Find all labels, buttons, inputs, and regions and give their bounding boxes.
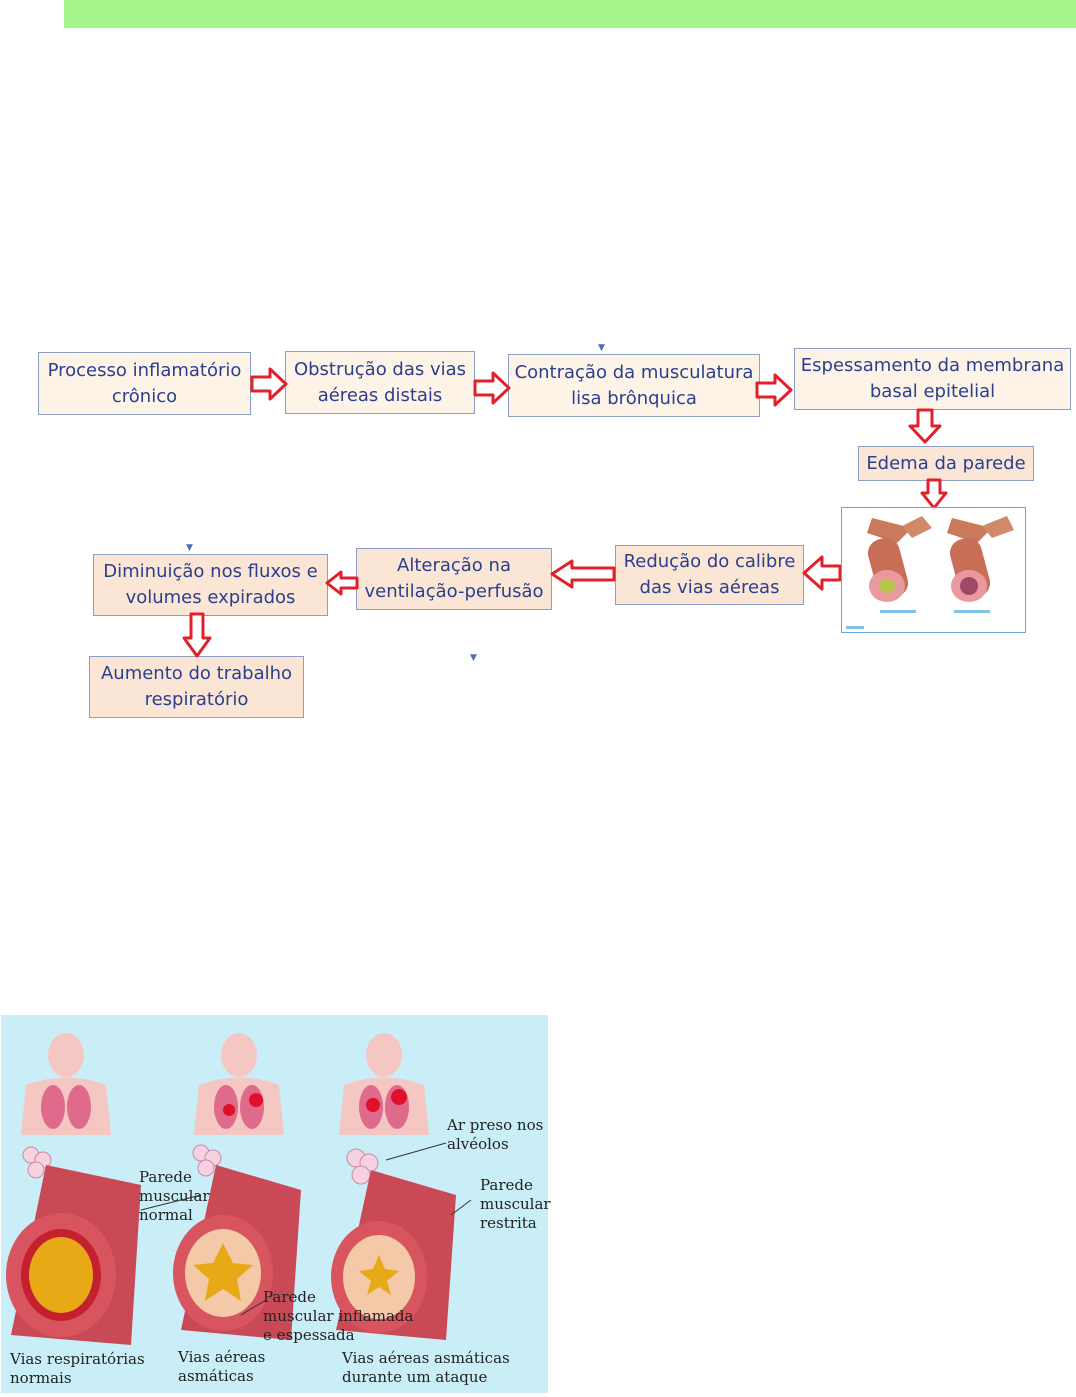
- tick-mark: ▼: [598, 343, 605, 353]
- step-espessamento-membrana: Espessamento da membrana basal epitelial: [794, 348, 1071, 410]
- top-banner: [64, 0, 1076, 28]
- label-parede-restrita: Parede muscular restrita: [480, 1176, 551, 1232]
- step-obstrucao-vias: Obstrução das vias aéreas distais: [285, 351, 475, 414]
- caption-normal: Vias respiratórias normais: [10, 1350, 145, 1387]
- step-contracao-musculatura: Contração da musculatura lisa brônquica: [508, 354, 760, 417]
- label-parede-inflamada: Parede muscular inflamada e espessada: [263, 1288, 414, 1344]
- arrow-left-icon: [325, 570, 359, 596]
- label-parede-normal: Parede muscular normal: [139, 1168, 210, 1224]
- step-diminuicao-fluxos: Diminuição nos fluxos e volumes expirados: [93, 554, 328, 616]
- arrow-left-icon: [802, 555, 842, 591]
- label-ar-preso: Ar preso nos alvéolos: [447, 1116, 544, 1153]
- tick-mark: ▼: [470, 653, 477, 663]
- tick-mark: ▼: [186, 543, 193, 553]
- arrow-down-icon: [182, 612, 212, 658]
- bronchi-illustration: [841, 507, 1026, 633]
- arrow-right-icon: [755, 373, 793, 407]
- step-alteracao-ventilacao: Alteração na ventilação-perfusão: [356, 548, 552, 610]
- arrow-down-icon: [920, 478, 948, 510]
- arrow-down-icon: [908, 408, 942, 444]
- step-reducao-calibre: Redução do calibre das vias aéreas: [615, 545, 804, 605]
- arrow-right-icon: [473, 371, 511, 405]
- step-edema-parede: Edema da parede: [858, 446, 1034, 481]
- airways-illustration: [1, 1015, 551, 1393]
- arrow-right-icon: [250, 367, 288, 401]
- caption-ataque: Vias aéreas asmáticas durante um ataque: [342, 1349, 510, 1386]
- caption-asmaticas: Vias aéreas asmáticas: [178, 1348, 266, 1385]
- arrow-left-icon: [550, 559, 616, 589]
- step-aumento-trabalho: Aumento do trabalho respiratório: [89, 656, 304, 718]
- step-processo-inflamatorio: Processo inflamatório crônico: [38, 352, 251, 415]
